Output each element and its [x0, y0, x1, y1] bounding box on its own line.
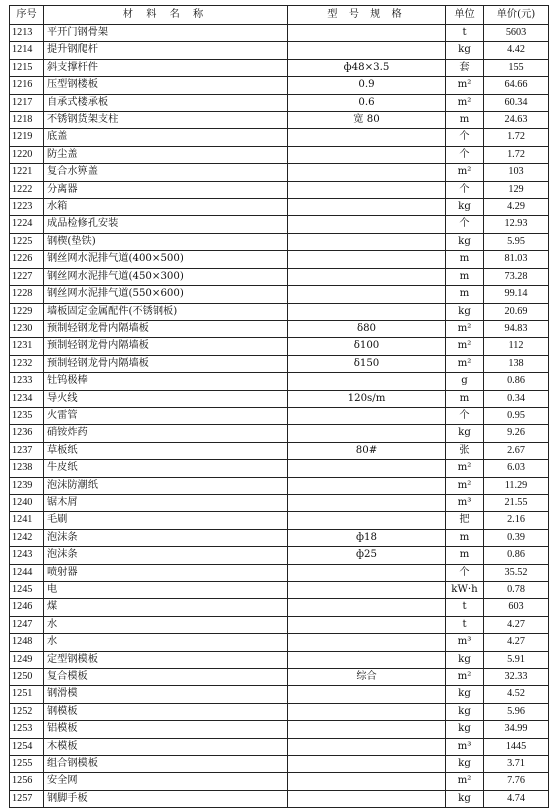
row-number: 1256 [10, 773, 44, 790]
material-spec [288, 303, 446, 320]
material-spec [288, 164, 446, 181]
material-name: 防尘盖 [44, 146, 288, 163]
row-number: 1250 [10, 669, 44, 686]
material-unit: m [446, 390, 484, 407]
material-name: 压型钢楼板 [44, 77, 288, 94]
header-unit-price: 单价(元) [484, 6, 549, 25]
material-spec [288, 703, 446, 720]
material-name: 钢模板 [44, 703, 288, 720]
material-name: 定型钢模板 [44, 651, 288, 668]
material-unit: 个 [446, 216, 484, 233]
header-spec: 型 号 规 格 [288, 6, 446, 25]
row-number: 1233 [10, 373, 44, 390]
table-row [10, 303, 549, 320]
material-spec [288, 25, 446, 42]
table-row [10, 77, 549, 94]
unit-price: 1.72 [484, 146, 549, 163]
material-name: 钢丝网水泥排气道(400×500) [44, 251, 288, 268]
material-spec [288, 216, 446, 233]
table-row [10, 355, 549, 372]
unit-price: 0.34 [484, 390, 549, 407]
unit-price: 603 [484, 599, 549, 616]
row-number: 1236 [10, 425, 44, 442]
unit-price: 9.26 [484, 425, 549, 442]
material-name: 木模板 [44, 738, 288, 755]
material-spec [288, 721, 446, 738]
price-table-page [9, 5, 548, 808]
row-number: 1216 [10, 77, 44, 94]
table-row [10, 738, 549, 755]
material-unit: kg [446, 756, 484, 773]
unit-price: 24.63 [484, 112, 549, 129]
unit-price: 103 [484, 164, 549, 181]
table-row [10, 94, 549, 111]
material-spec [288, 756, 446, 773]
row-number: 1215 [10, 59, 44, 76]
table-row [10, 373, 549, 390]
material-unit: kg [446, 425, 484, 442]
material-name: 斜支撑杆件 [44, 59, 288, 76]
row-number: 1242 [10, 529, 44, 546]
material-name: 成品检修孔安装 [44, 216, 288, 233]
material-unit: 个 [446, 146, 484, 163]
material-name: 水 [44, 616, 288, 633]
row-number: 1253 [10, 721, 44, 738]
row-number: 1244 [10, 564, 44, 581]
table-row [10, 251, 549, 268]
material-name: 电 [44, 582, 288, 599]
table-row [10, 268, 549, 285]
unit-price: 35.52 [484, 564, 549, 581]
material-spec: 120s/m [288, 390, 446, 407]
material-unit: m³ [446, 494, 484, 511]
material-unit: kg [446, 199, 484, 216]
material-spec [288, 286, 446, 303]
material-unit: g [446, 373, 484, 390]
table-row [10, 790, 549, 807]
material-unit: m [446, 112, 484, 129]
header-row [10, 6, 549, 25]
material-name: 不锈钢货架支柱 [44, 112, 288, 129]
material-unit: m [446, 286, 484, 303]
row-number: 1219 [10, 129, 44, 146]
material-unit: m² [446, 320, 484, 337]
table-row [10, 529, 549, 546]
material-price-table [9, 5, 549, 808]
unit-price: 4.52 [484, 686, 549, 703]
row-number: 1217 [10, 94, 44, 111]
table-row [10, 442, 549, 459]
material-spec: δ100 [288, 338, 446, 355]
material-unit: kg [446, 651, 484, 668]
material-name: 分离器 [44, 181, 288, 198]
row-number: 1221 [10, 164, 44, 181]
unit-price: 155 [484, 59, 549, 76]
unit-price: 3.71 [484, 756, 549, 773]
material-unit: kg [446, 790, 484, 807]
table-body [10, 25, 549, 808]
unit-price: 5603 [484, 25, 549, 42]
row-number: 1224 [10, 216, 44, 233]
material-spec [288, 181, 446, 198]
material-unit: m² [446, 669, 484, 686]
row-number: 1248 [10, 634, 44, 651]
table-row [10, 494, 549, 511]
table-row [10, 616, 549, 633]
unit-price: 34.99 [484, 721, 549, 738]
row-number: 1220 [10, 146, 44, 163]
material-spec: ф18 [288, 529, 446, 546]
unit-price: 5.91 [484, 651, 549, 668]
unit-price: 129 [484, 181, 549, 198]
material-unit: kg [446, 42, 484, 59]
row-number: 1228 [10, 286, 44, 303]
material-spec [288, 251, 446, 268]
material-spec: 80# [288, 442, 446, 459]
table-row [10, 512, 549, 529]
material-name: 钢脚手板 [44, 790, 288, 807]
material-name: 导火线 [44, 390, 288, 407]
material-name: 自承式楼承板 [44, 94, 288, 111]
table-row [10, 477, 549, 494]
unit-price: 0.86 [484, 547, 549, 564]
unit-price: 32.33 [484, 669, 549, 686]
material-spec: 宽 80 [288, 112, 446, 129]
material-unit: m³ [446, 738, 484, 755]
table-row [10, 112, 549, 129]
material-unit: m² [446, 164, 484, 181]
material-name: 水箱 [44, 199, 288, 216]
material-unit: m [446, 268, 484, 285]
table-row [10, 59, 549, 76]
row-number: 1222 [10, 181, 44, 198]
material-unit: m² [446, 77, 484, 94]
unit-price: 4.42 [484, 42, 549, 59]
material-unit: m² [446, 460, 484, 477]
material-unit: 个 [446, 181, 484, 198]
material-spec [288, 512, 446, 529]
unit-price: 138 [484, 355, 549, 372]
table-header [10, 6, 549, 25]
table-row [10, 164, 549, 181]
material-spec [288, 599, 446, 616]
table-row [10, 460, 549, 477]
unit-price: 7.76 [484, 773, 549, 790]
row-number: 1255 [10, 756, 44, 773]
material-unit: 套 [446, 59, 484, 76]
unit-price: 11.29 [484, 477, 549, 494]
material-name: 牛皮纸 [44, 460, 288, 477]
row-number: 1249 [10, 651, 44, 668]
row-number: 1214 [10, 42, 44, 59]
table-row [10, 216, 549, 233]
material-name: 安全网 [44, 773, 288, 790]
material-name: 预制轻钢龙骨内隔墙板 [44, 355, 288, 372]
material-unit: kg [446, 703, 484, 720]
table-row [10, 338, 549, 355]
row-number: 1257 [10, 790, 44, 807]
material-name: 预制轻钢龙骨内隔墙板 [44, 320, 288, 337]
row-number: 1252 [10, 703, 44, 720]
material-unit: kg [446, 686, 484, 703]
material-name: 钢丝网水泥排气道(550×600) [44, 286, 288, 303]
unit-price: 4.27 [484, 616, 549, 633]
table-row [10, 547, 549, 564]
material-spec [288, 494, 446, 511]
table-row [10, 181, 549, 198]
material-unit: kg [446, 303, 484, 320]
material-unit: 个 [446, 407, 484, 424]
table-row [10, 634, 549, 651]
material-unit: 个 [446, 564, 484, 581]
row-number: 1247 [10, 616, 44, 633]
material-name: 钢丝网水泥排气道(450×300) [44, 268, 288, 285]
material-spec: δ80 [288, 320, 446, 337]
table-row [10, 703, 549, 720]
table-row [10, 425, 549, 442]
header-no: 序号 [10, 6, 44, 25]
material-unit: m² [446, 94, 484, 111]
header-material-name: 材 料 名 称 [44, 6, 288, 25]
table-row [10, 564, 549, 581]
material-spec [288, 373, 446, 390]
row-number: 1223 [10, 199, 44, 216]
table-row [10, 146, 549, 163]
material-spec [288, 790, 446, 807]
material-name: 煤 [44, 599, 288, 616]
unit-price: 64.66 [484, 77, 549, 94]
material-unit: t [446, 616, 484, 633]
material-spec: 综合 [288, 669, 446, 686]
material-unit: m² [446, 773, 484, 790]
table-row [10, 233, 549, 250]
table-row [10, 42, 549, 59]
unit-price: 20.69 [484, 303, 549, 320]
material-name: 泡沫条 [44, 529, 288, 546]
row-number: 1239 [10, 477, 44, 494]
material-spec [288, 634, 446, 651]
row-number: 1243 [10, 547, 44, 564]
material-spec [288, 616, 446, 633]
material-name: 预制轻钢龙骨内隔墙板 [44, 338, 288, 355]
material-spec [288, 477, 446, 494]
material-unit: t [446, 25, 484, 42]
material-unit: m² [446, 338, 484, 355]
material-name: 泡沫条 [44, 547, 288, 564]
row-number: 1232 [10, 355, 44, 372]
table-row [10, 721, 549, 738]
material-spec: 0.6 [288, 94, 446, 111]
material-spec [288, 268, 446, 285]
unit-price: 4.29 [484, 199, 549, 216]
unit-price: 4.74 [484, 790, 549, 807]
material-unit: m [446, 251, 484, 268]
row-number: 1218 [10, 112, 44, 129]
row-number: 1254 [10, 738, 44, 755]
unit-price: 94.83 [484, 320, 549, 337]
header-unit: 单位 [446, 6, 484, 25]
material-unit: 个 [446, 129, 484, 146]
table-row [10, 320, 549, 337]
row-number: 1229 [10, 303, 44, 320]
material-spec [288, 686, 446, 703]
material-unit: kW·h [446, 582, 484, 599]
material-unit: 张 [446, 442, 484, 459]
table-row [10, 25, 549, 42]
row-number: 1246 [10, 599, 44, 616]
material-unit: m² [446, 355, 484, 372]
table-row [10, 582, 549, 599]
material-name: 平开门钢骨架 [44, 25, 288, 42]
material-name: 墙板固定金属配件(不锈钢板) [44, 303, 288, 320]
table-row [10, 407, 549, 424]
unit-price: 0.78 [484, 582, 549, 599]
material-name: 底盖 [44, 129, 288, 146]
unit-price: 81.03 [484, 251, 549, 268]
unit-price: 0.39 [484, 529, 549, 546]
row-number: 1227 [10, 268, 44, 285]
material-spec [288, 651, 446, 668]
row-number: 1241 [10, 512, 44, 529]
row-number: 1235 [10, 407, 44, 424]
material-name: 锯木屑 [44, 494, 288, 511]
row-number: 1230 [10, 320, 44, 337]
material-spec [288, 738, 446, 755]
table-row [10, 669, 549, 686]
row-number: 1234 [10, 390, 44, 407]
row-number: 1237 [10, 442, 44, 459]
material-spec [288, 199, 446, 216]
material-name: 提升钢爬杆 [44, 42, 288, 59]
material-unit: m [446, 529, 484, 546]
material-unit: kg [446, 233, 484, 250]
row-number: 1251 [10, 686, 44, 703]
material-name: 组合钢模板 [44, 756, 288, 773]
material-spec [288, 233, 446, 250]
row-number: 1213 [10, 25, 44, 42]
material-spec [288, 407, 446, 424]
table-row [10, 199, 549, 216]
material-spec [288, 582, 446, 599]
row-number: 1238 [10, 460, 44, 477]
unit-price: 99.14 [484, 286, 549, 303]
table-row [10, 390, 549, 407]
material-spec: ф48×3.5 [288, 59, 446, 76]
table-row [10, 599, 549, 616]
material-name: 铝模板 [44, 721, 288, 738]
unit-price: 0.86 [484, 373, 549, 390]
material-name: 草板纸 [44, 442, 288, 459]
unit-price: 6.03 [484, 460, 549, 477]
material-unit: m³ [446, 634, 484, 651]
material-name: 钍钨极棒 [44, 373, 288, 390]
material-spec: δ150 [288, 355, 446, 372]
unit-price: 2.16 [484, 512, 549, 529]
unit-price: 60.34 [484, 94, 549, 111]
unit-price: 2.67 [484, 442, 549, 459]
unit-price: 12.93 [484, 216, 549, 233]
unit-price: 73.28 [484, 268, 549, 285]
material-spec [288, 425, 446, 442]
material-unit: kg [446, 721, 484, 738]
material-name: 硝铵炸药 [44, 425, 288, 442]
row-number: 1245 [10, 582, 44, 599]
table-row [10, 129, 549, 146]
material-name: 毛刷 [44, 512, 288, 529]
material-name: 复合模板 [44, 669, 288, 686]
unit-price: 1445 [484, 738, 549, 755]
material-spec [288, 146, 446, 163]
table-row [10, 651, 549, 668]
row-number: 1225 [10, 233, 44, 250]
unit-price: 112 [484, 338, 549, 355]
row-number: 1226 [10, 251, 44, 268]
material-name: 火雷管 [44, 407, 288, 424]
material-spec: 0.9 [288, 77, 446, 94]
unit-price: 4.27 [484, 634, 549, 651]
material-unit: m [446, 547, 484, 564]
row-number: 1240 [10, 494, 44, 511]
unit-price: 5.95 [484, 233, 549, 250]
material-name: 喷射器 [44, 564, 288, 581]
table-row [10, 756, 549, 773]
table-row [10, 286, 549, 303]
unit-price: 1.72 [484, 129, 549, 146]
material-unit: t [446, 599, 484, 616]
material-name: 水 [44, 634, 288, 651]
material-name: 复合水箅盖 [44, 164, 288, 181]
material-name: 钢楔(垫铁) [44, 233, 288, 250]
material-spec [288, 564, 446, 581]
unit-price: 21.55 [484, 494, 549, 511]
row-number: 1231 [10, 338, 44, 355]
unit-price: 0.95 [484, 407, 549, 424]
material-spec: ф25 [288, 547, 446, 564]
material-spec [288, 460, 446, 477]
material-unit: m² [446, 477, 484, 494]
table-row [10, 686, 549, 703]
material-spec [288, 42, 446, 59]
material-spec [288, 129, 446, 146]
material-name: 泡沫防潮纸 [44, 477, 288, 494]
material-name: 钢滑模 [44, 686, 288, 703]
material-unit: 把 [446, 512, 484, 529]
unit-price: 5.96 [484, 703, 549, 720]
